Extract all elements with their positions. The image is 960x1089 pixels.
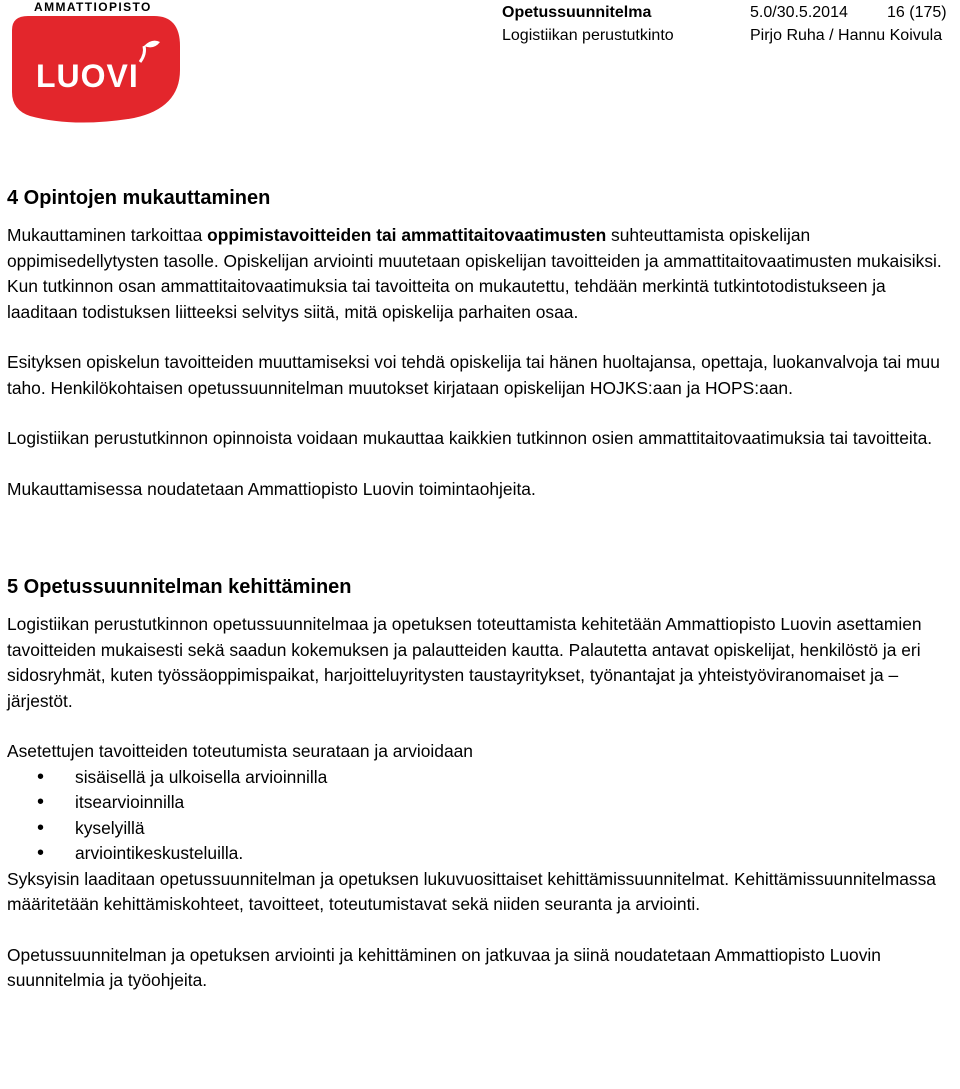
section-4-paragraph-3: Logistiikan perustutkinnon opinnoista voidaan mukauttaa kaikkien tutkinnon osien ammattitaitovaatimuksia tai tavoitteita. [7, 428, 933, 448]
doc-authors: Pirjo Ruha / Hannu Koivula [750, 27, 943, 44]
logo-wordmark: LUOVI [36, 58, 139, 94]
doc-date: 5.0/30.5.2014 [750, 4, 848, 21]
logo-mark [4, 12, 184, 124]
doc-title: Opetussuunnitelma [502, 4, 652, 21]
section-5-heading: 5 Opetussuunnitelman kehittäminen [7, 576, 352, 598]
section-4-paragraph-2: Esityksen opiskelun tavoitteiden muuttamiseksi voi tehdä opiskelija tai hänen huoltajansa, opettaja, luokanvalvoja tai muu taho. Henkilökohtaisen opetussuunnitelman muutokset kirjataan opiskelijan HOJKS:aan ja HOPS:aan. [7, 352, 940, 398]
list-item: • arviointikeskusteluilla. [7, 841, 959, 867]
page-number: 16 (175) [887, 4, 947, 21]
section-5-paragraph-4: Opetussuunnitelman ja opetuksen arviointi ja kehittäminen on jatkuvaa ja siinä noudatetaan Ammattiopisto Luovin suunnitelmia ja työohjeita. [7, 944, 881, 990]
section-4-paragraph-1: Mukauttaminen tarkoittaa oppimistavoitteiden tai ammattitaitovaatimusten suhteuttamista opiskelijan oppimisedellytysten tasolle. Opiskelijan arviointi muutetaan opiskelijan tavoitteiden ja ammattitaitovaatimusten mukaisiksi. Kun tutkinnon osan ammattitaitovaatimuksia tai tavoitteita on mukautettu, tehdään merkintä tutkintotodistukseen ja laaditaan todistuksen liitteeksi selvitys siitä, mitä opiskelija parhaiten osaa. [7, 225, 942, 322]
evaluation-list [7, 765, 959, 867]
list-item: • kyselyillä [7, 816, 959, 842]
luovi-logo [4, 0, 184, 125]
document-body [7, 183, 959, 994]
logo-org-name: AMMATTIOPISTO [34, 0, 152, 14]
section-4-paragraph-4: Mukauttamisessa noudatetaan Ammattiopisto Luovin toimintaohjeita. [7, 478, 536, 499]
list-item: • sisäisellä ja ulkoisella arvioinnilla [7, 765, 959, 791]
section-5-paragraph-3: Syksyisin laaditaan opetussuunnitelman ja opetuksen lukuvuosittaiset kehittämissuunnitelmat. Kehittämissuunnitelmassa määritetään kehittämiskohteet, tavoitteet, toteutumistavat sekä niiden seuranta ja arviointi. [7, 868, 936, 914]
degree-name: Logistiikan perustutkinto [502, 27, 674, 44]
list-item: • itsearvioinnilla [7, 790, 959, 816]
section-4-heading: 4 Opintojen mukauttaminen [7, 187, 271, 209]
section-5-paragraph-1: Logistiikan perustutkinnon opetussuunnitelmaa ja opetuksen toteuttamista kehitetään Ammattiopisto Luovin asettamien tavoitteiden mukaisesti sekä saadun kokemuksen ja palautteiden kautta. Palautetta antavat opiskelijat, henkilöstö ja eri sidosryhmät, kuten työssäoppimispaikat, harjoitteluyritysten taustayritykset, työnantajat ja yhteistyöviranomaiset ja –järjestöt. [7, 614, 922, 711]
section-5-paragraph-2: Asetettujen tavoitteiden toteutumista seurataan ja arvioidaan [7, 741, 473, 761]
